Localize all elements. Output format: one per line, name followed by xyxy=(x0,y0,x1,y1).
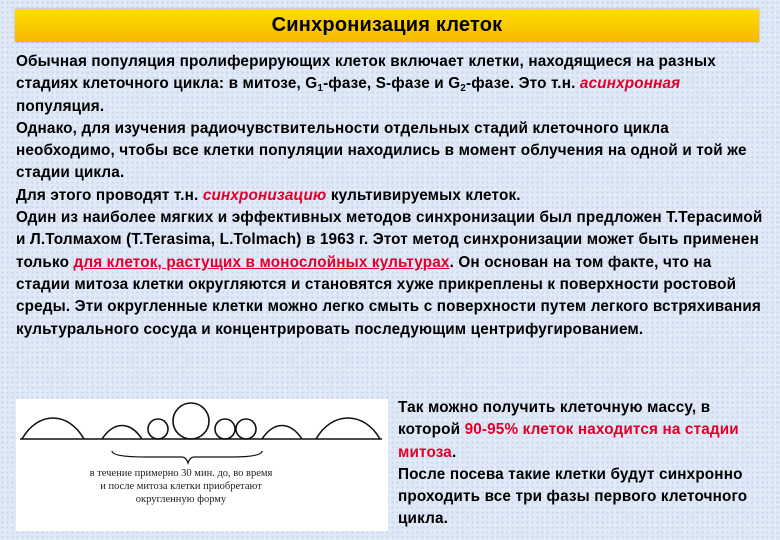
paragraph-synchronous-cycle: После посева такие клетки будут синхронно проходить все три фазы первого клеточного цикла. xyxy=(398,465,748,528)
rounding-cell xyxy=(236,419,256,439)
main-text xyxy=(16,51,768,341)
monolayer-cultures-link[interactable]: для клеток, растущих в монослойных культурах xyxy=(73,253,450,271)
text-run: Обычная популяция пролиферирующих клеток включает клетки, находящиеся на разных стадиях клеточного цикла: в митозе, G xyxy=(16,53,716,93)
subscript: 1 xyxy=(317,83,324,95)
paragraph-requirement: Однако, для изучения радиочувствительности отдельных стадий клеточного цикла необходимо, чтобы все клетки популяции находились в момент облучения на одной и той же стадии цикла. xyxy=(16,119,747,182)
text-run: Так можно получить клеточную массу, в которой xyxy=(398,399,711,439)
text-run: . xyxy=(451,443,457,461)
highlight-percentage: 90-95% клеток находится на стадии митоза xyxy=(398,421,739,461)
slide-title: Синхронизация клеток xyxy=(271,14,503,36)
flat-cell xyxy=(316,418,380,439)
rounding-cell xyxy=(148,419,168,439)
brace xyxy=(112,451,262,463)
rounding-cell xyxy=(215,419,235,439)
paragraph-population xyxy=(16,51,768,118)
mitosis-figure xyxy=(16,399,388,531)
paragraph-synchronization xyxy=(16,185,768,207)
mitotic-cell xyxy=(173,403,209,439)
term-asynchronous: асинхронная xyxy=(579,75,681,93)
side-text xyxy=(398,397,770,531)
flat-cell xyxy=(262,426,302,440)
text-run: популяция. xyxy=(16,97,105,115)
text-run: Для этого проводят т.н. xyxy=(16,186,203,204)
figure-caption: в течение примерно 30 мин. до, во время и после митоза клетки приобретают округленную форму xyxy=(89,468,273,505)
text-run: -фазе. Это т.н. xyxy=(466,75,580,93)
text-run: культивируемых клеток. xyxy=(326,186,521,204)
text-run: -фазе, S-фазе и G xyxy=(323,75,461,93)
paragraph-method xyxy=(16,207,768,341)
flat-cell xyxy=(22,418,84,439)
subscript: 2 xyxy=(460,83,467,95)
term-synchronization: синхронизацию xyxy=(202,186,327,204)
cell-shape-diagram xyxy=(16,399,388,531)
text-run: Один из наиболее мягких и эффективных методов синхронизации был предложен Т.Терасимой и Л.Толмахом (T.Terasima, L.Tolmach) в 1963 г. Этот метод синхронизации может быть применен только xyxy=(16,209,763,271)
title-bar xyxy=(15,9,759,42)
paragraph-mitotic-mass xyxy=(398,397,770,464)
flat-cell xyxy=(102,426,142,440)
text-run: . Он основан на том факте, что на стадии митоза клетки округляются и становятся хуже прикреплены к поверхности ростовой среды. Эти округленные клетки можно легко смыть с поверхности путем легкого встряхивания культурального сосуда и концентрировать последующим центрифугированием. xyxy=(16,253,761,338)
